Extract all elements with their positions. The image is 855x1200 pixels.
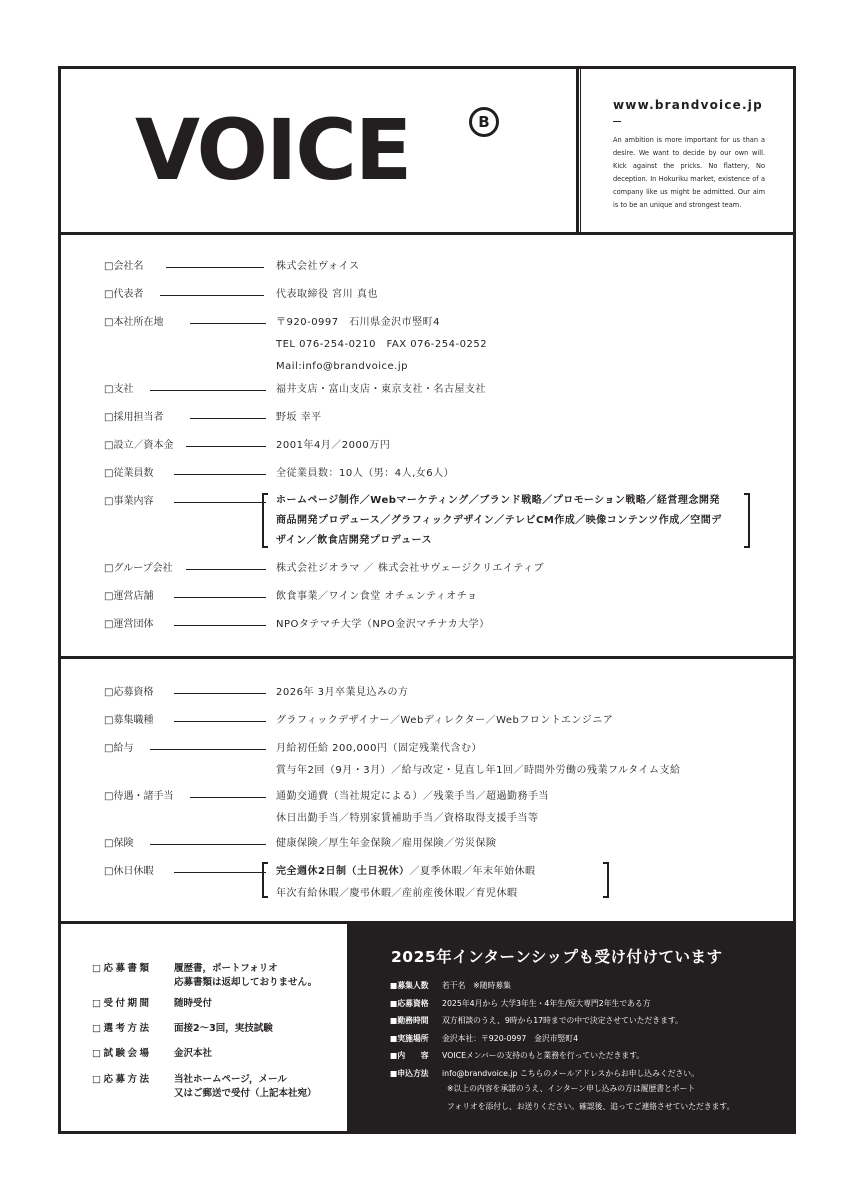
url-dash [613,121,621,122]
internship-item [390,998,651,1010]
company-label: □採用担当者 [104,412,164,423]
leader-line [174,872,266,873]
internship-item-key: ■内 容 [390,1051,429,1061]
leader-line [190,797,266,798]
internship-note: ※以上の内容を承諾のうえ、インターン申し込みの方は履歴書とポート [447,1084,696,1093]
company-label: □グループ会社 [104,563,173,574]
application-label: □応募方法 [92,1074,152,1085]
internship-item [390,1050,644,1062]
internship-item[interactable] [390,1068,699,1080]
recruit-value-line: 年次有給休暇／慶弔休暇／産前産後休暇／育児休暇 [276,888,518,899]
company-value [276,558,544,580]
internship-item-value: VOICEメンバーの支持のもと業務を行っていただきます。 [442,1051,645,1061]
application-value-line: 随時受付 [174,998,213,1009]
header-split [576,66,579,234]
company-value [276,284,378,306]
leader-line [174,721,266,722]
company-value [276,491,722,551]
company-value-line: NPOタテマチ大学（NPO金沢マチナカ大学） [276,619,490,630]
internship-item-value: info@brandvoice.jp こちらのメールアドレスからお申し込みください。 [442,1069,699,1078]
company-value [276,379,486,401]
recruit-label: □給与 [104,743,134,754]
leader-line [150,390,266,391]
leader-line [190,418,266,419]
bracket-right [603,862,609,898]
header-split-inner [580,66,581,234]
internship-title: 2025年インターンシップも受け付けています [391,948,723,966]
internship-item-value: 双方相談のうえ、9時から17時までの中で決定させていただきます。 [442,1016,683,1026]
company-value-line: 株式会社ヴォイス [276,261,360,272]
application-value [174,962,317,990]
application-value-line: 又はご郵送で受付（上記本社宛） [174,1088,317,1099]
header-divider [58,232,796,235]
section-divider [58,656,796,659]
recruit-label: □保険 [104,838,134,849]
recruit-value [276,682,409,704]
company-value [276,435,390,457]
internship-item-key: ■実施場所 [390,1033,429,1043]
company-value-line: 飲食事業／ワイン食堂 オチェンティオチョ [276,591,478,602]
company-label: □従業員数 [104,468,154,479]
recruit-value [276,710,613,732]
recruit-label: □募集職種 [104,715,154,726]
recruit-label: □待遇・諸手当 [104,791,174,802]
recruit-value-line [276,861,535,883]
company-value [276,407,322,429]
recruit-value [276,738,680,782]
recruit-label: □応募資格 [104,687,154,698]
leader-line [174,502,266,503]
company-value-line: ホームページ制作／Webマーケティング／ブランド戦略／プロモーション戦略／経営理念開発 [276,495,720,506]
internship-item [390,1015,683,1027]
company-label: □設立／資本金 [104,440,174,451]
internship-item-value: 2025年4月から 大学3年生・4年生/短大専門2年生である方 [442,998,651,1008]
internship-item-value: 若干名 ※随時募集 [442,981,511,990]
bracket-right [744,493,750,548]
website-url[interactable]: www.brandvoice.jp [613,98,763,112]
application-value-line: 当社ホームページ，メール [174,1074,287,1085]
recruit-value-line: 賞与年2回（9月・3月）／給与改定・見直し年1回／時間外労働の残業フルタイム支給 [276,765,681,776]
company-value [276,463,454,485]
company-label: □本社所在地 [104,317,164,328]
application-value [174,1022,273,1036]
leader-line [190,323,266,324]
internship-item-key: ■募集人数 [390,981,429,990]
company-value-line: 2001年4月／2000万円 [276,440,391,451]
leader-line [186,446,266,447]
company-value-line: 福井支店・富山支店・東京支社・名古屋支社 [276,384,486,395]
company-value-line: 商品開発プロデュース／グラフィックデザイン／テレビCM作成／映像コンテンツ作成／空間デ [276,515,722,526]
company-value [276,614,490,636]
recruit-value [276,833,497,855]
internship-item-value: 金沢本社：〒920-0997 金沢市竪町4 [442,1033,579,1043]
application-value-line: 履歴書，ポートフォリオ [174,963,278,974]
recruit-value-line: 健康保険／厚生年金保険／雇用保険／労災保険 [276,838,497,849]
application-value-line: 応募書類は返却しておりません。 [174,977,318,988]
company-value-line: TEL 076-254-0210 FAX 076-254-0252 [276,339,488,350]
application-value [174,997,212,1011]
recruit-value-line: 通勤交通費（当社規定による）／残業手当／超過勤務手当 [276,791,549,802]
recruit-value-line: 2026年 3月卒業見込みの方 [276,687,409,698]
leader-line [160,295,264,296]
leader-line [174,474,266,475]
company-value-line: 〒920-0997 石川県金沢市竪町4 [276,317,441,328]
bracket-left [262,493,268,548]
company-value-line: Mail:info@brandvoice.jp [276,361,408,372]
company-value [276,256,360,278]
recruit-value-line: 月給初任給 200,000円（固定残業代含む） [276,743,483,754]
application-value-line: 金沢本社 [174,1048,213,1059]
company-label: □運営団体 [104,619,154,630]
brand-mark-icon: B [469,107,499,137]
leader-line [174,625,266,626]
company-label: □支社 [104,384,134,395]
application-value [174,1047,212,1061]
company-value [276,586,477,608]
leader-line [186,569,266,570]
application-value [174,1073,317,1101]
company-label: □事業内容 [104,496,154,507]
company-label: □運営店舗 [104,591,154,602]
company-label: □会社名 [104,261,144,272]
company-value-line: 株式会社ジオラマ ／ 株式会社サヴェージクリエイティブ [276,563,545,574]
company-motto: An ambition is more important for us than a desire. We want to decide by our own will. Kick against the pricks. No flattery, No deception. In Hokuriku market, existence of a company like us might be admitted. Our aim is to be an unique and strongest team. [613,136,765,209]
recruit-value-line: 休日出勤手当／特別家賃補助手当／資格取得支援手当等 [276,813,539,824]
company-value-line: 野坂 幸平 [276,412,322,423]
internship-note: フォリオを添付し、お送りください。確認後、追ってご連絡させていただきます。 [447,1102,735,1111]
company-value-line: 代表取締役 宮川 真也 [276,289,378,300]
internship-item [390,1033,578,1045]
company-value-line: 全従業員数：10人（男：4人,女6人） [276,468,455,479]
recruit-value [276,786,549,830]
emphasis-text: 完全週休2日制（土日祝休） [276,866,410,877]
recruit-value [276,861,535,905]
leader-line [174,693,266,694]
company-label: □代表者 [104,289,144,300]
leader-line [150,844,266,845]
leader-line [166,267,264,268]
bracket-left [262,862,268,898]
application-label: □試験会場 [92,1048,152,1059]
recruit-value-line: グラフィックデザイナー／Webディレクター／Webフロントエンジニア [276,715,614,726]
application-label: □受付期間 [92,998,152,1009]
voice-logo: VOICE [135,101,411,199]
plain-text: ／夏季休暇／年末年始休暇 [409,866,536,877]
leader-line [174,597,266,598]
internship-item-key: ■勤務時間 [390,1016,429,1026]
internship-item [390,980,511,992]
application-label: □応募書類 [92,963,152,974]
company-value-line: ザイン／飲食店開発プロデュース [276,535,432,546]
leader-line [150,749,266,750]
application-label: □選考方法 [92,1023,152,1034]
application-value-line: 面接2〜3回，実技試験 [174,1023,273,1034]
recruit-label: □休日休暇 [104,866,154,877]
internship-item-key: ■応募資格 [390,998,429,1008]
internship-panel [347,924,793,1131]
company-value [276,312,487,378]
internship-item-key: ■申込方法 [390,1069,429,1078]
